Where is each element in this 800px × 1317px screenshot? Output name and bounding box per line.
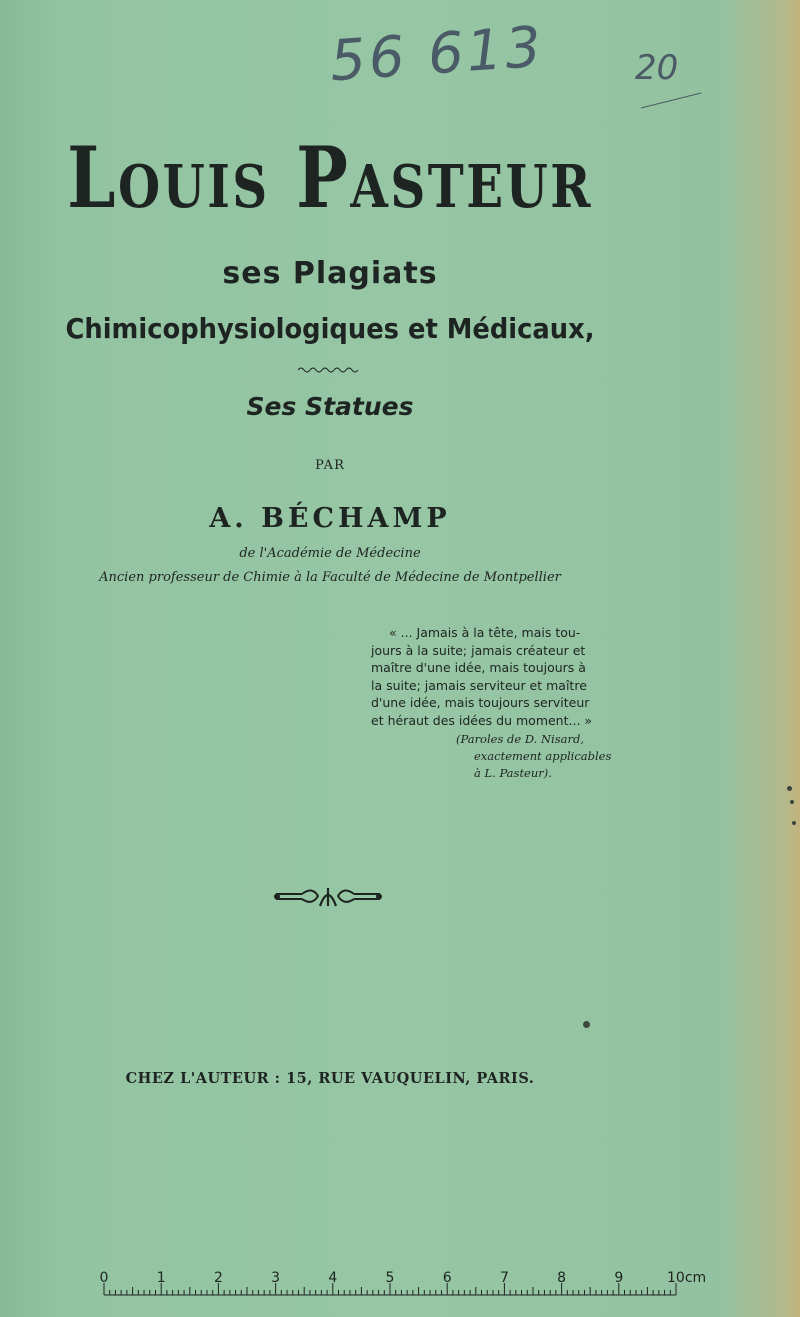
ruler-label: 5 [385,1270,395,1286]
by-label: PAR [315,458,345,473]
ruler-label: 2 [213,1270,223,1286]
epigraph-quote [371,624,607,729]
ruler-label: 1 [156,1270,166,1286]
epigraph-line: la suite; jamais serviteur et maître [371,677,587,693]
attribution-line: (Paroles de D. Nisard, [456,732,584,746]
epigraph-line: et héraut des idées du moment... » [371,712,593,728]
decorative-ornament [274,884,382,910]
author-name: A. BÉCHAMP [209,503,451,534]
ruler-label: 9 [614,1270,624,1286]
paper-spot [792,821,796,825]
squiggle-divider [298,366,358,374]
attribution-line: exactement applicables [474,749,612,763]
paper-spot [583,1021,590,1028]
handwritten-page-number: 20 [635,48,679,88]
book-title [59,128,600,227]
author-affiliation-1: de l'Académie de Médecine [239,546,421,561]
ruler-label: 8 [557,1270,567,1286]
subtitle-line-1: ses Plagiats [222,256,438,291]
ruler-labels [100,1270,707,1286]
handwritten-underline [641,93,701,109]
author-affiliation-2: Ancien professeur de Chimie à la Faculté de Médecine de Montpellier [99,570,561,585]
subtitle-line-3: Ses Statues [246,392,414,421]
attribution-line: à L. Pasteur). [474,766,552,780]
epigraph-line: d'une idée, mais toujours serviteur [371,695,590,710]
epigraph-attribution [440,731,612,782]
epigraph-line: « ... Jamais à la tête, mais tou- [389,625,581,640]
subtitle-line-2: Chimicophysiologiques et Médicaux, [65,312,595,345]
paper-spot [790,800,794,804]
paper-spot [787,786,792,791]
ruler-label: 7 [499,1270,509,1286]
ruler-label: 3 [271,1270,281,1286]
book-title-text: Louis Pasteur [67,128,593,227]
epigraph-line: jours à la suite; jamais créateur et [371,642,586,658]
ruler-label: 10cm [667,1270,707,1286]
publisher-address: CHEZ L'AUTEUR : 15, RUE VAUQUELIN, PARIS. [125,1070,535,1087]
ruler-ticks [104,1283,676,1295]
handwritten-catalog-number: 56 613 [327,14,546,95]
ruler-label: 4 [328,1270,338,1286]
epigraph-line: maître d'une idée, mais toujours à [371,660,586,675]
measurement-ruler [96,1266,707,1300]
ruler-label: 0 [99,1270,109,1286]
ruler-label: 6 [442,1270,452,1286]
